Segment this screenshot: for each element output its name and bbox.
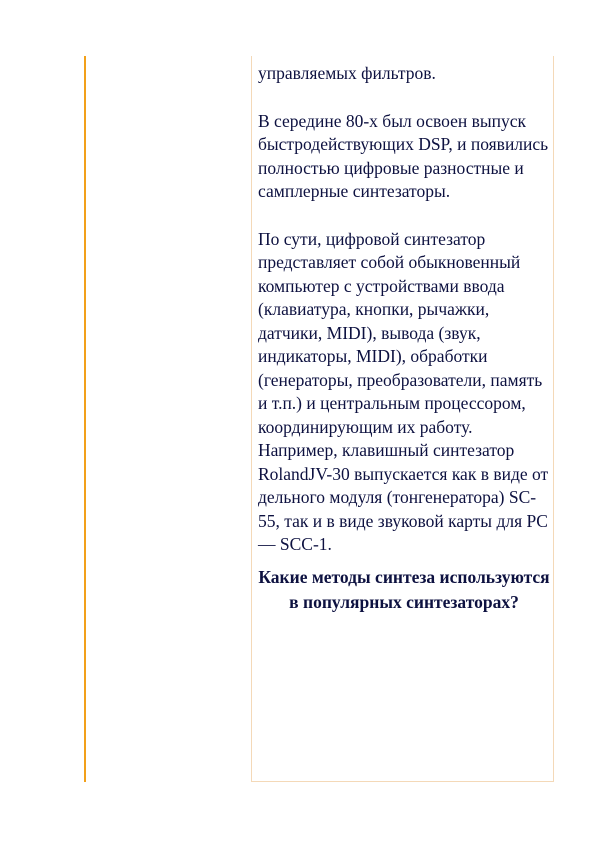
paragraph-dsp: В середине 80-х был освоен выпуск быстродействующих DSP, и появились полностью цифровые разностные и самплерные синтезаторы.	[258, 110, 549, 201]
document-content	[258, 62, 550, 615]
left-margin-rule	[84, 56, 86, 782]
question-heading: Какие методы синтеза используются в популярных синтезаторах?	[258, 566, 550, 612]
paragraph-digital-synth: По сути, цифровой синтезатор представляет собой обыкновенный компьютер с устройствами ввода (клавиатура, кнопки, рычажки, датчики, MIDI), вывода (звук, индикаторы, MIDI), обработки (генераторы, преобразователи, память и т.п.) и центральным процессором, координирующим их работу. Например, клавишный синтезатор RolandJV-30 выпускается как в виде от дельного модуля (тонгенератора) SC-55, так и в виде звуковой карты для PC — SCC-1.	[258, 228, 549, 554]
paragraph-filters: управляемых фильтров.	[258, 63, 436, 83]
